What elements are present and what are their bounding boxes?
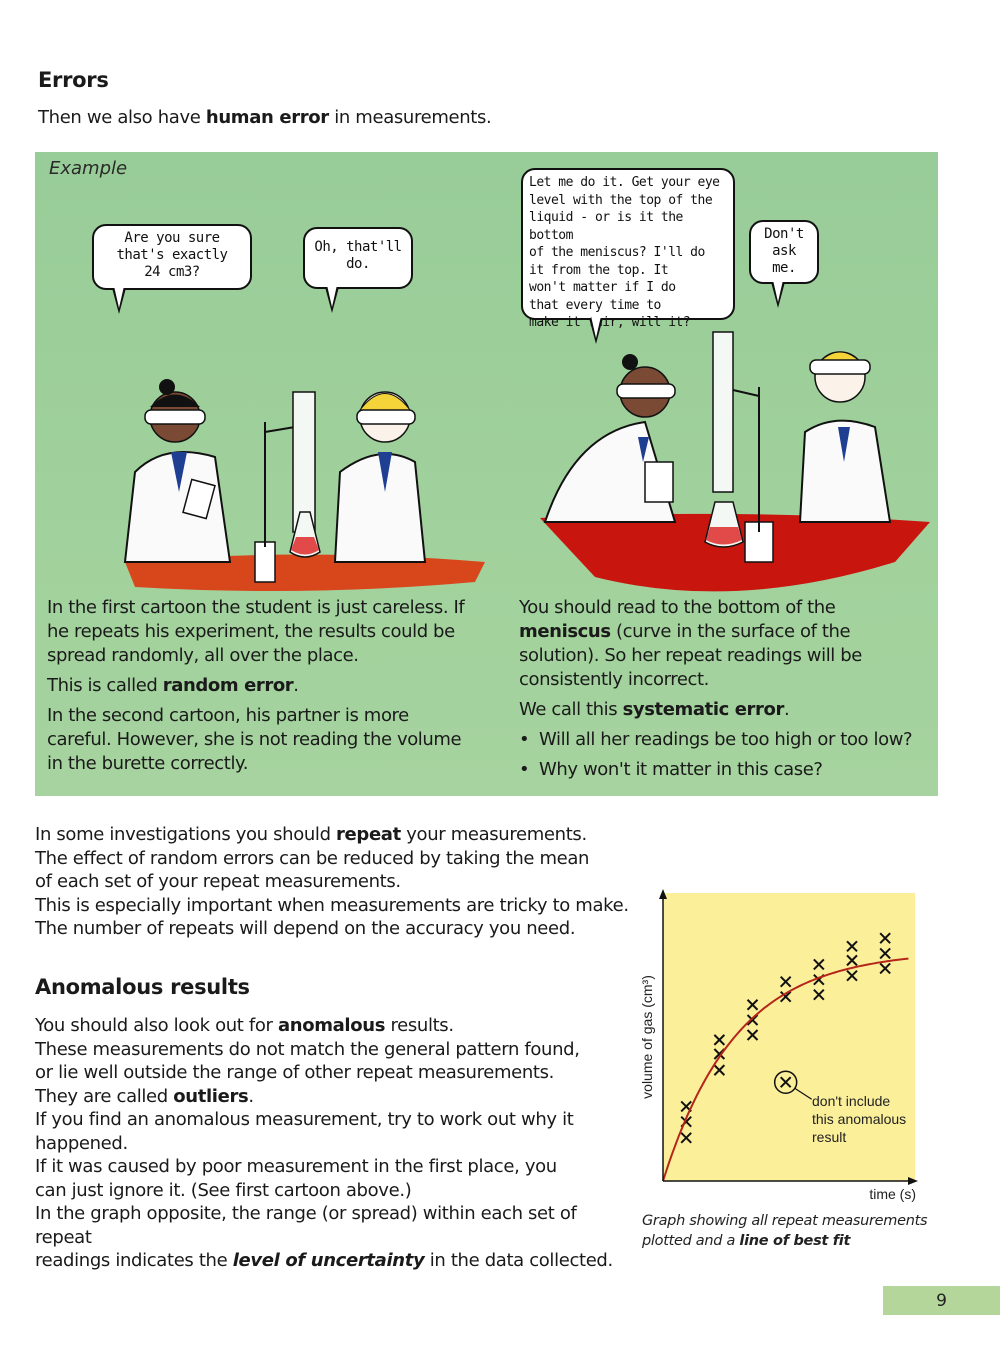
text: You should also look out for	[35, 1015, 278, 1036]
bubble-line: Don't	[764, 226, 804, 242]
meniscus-explanation	[519, 596, 929, 692]
bubble-tail	[771, 282, 785, 308]
bubble-line: liquid - or is it the bottom	[529, 210, 683, 243]
repeat-line: The number of repeats will depend on the accuracy you need.	[35, 918, 576, 939]
y-axis-label: volume of gas (cm³)	[639, 975, 655, 1099]
text: in the data collected.	[424, 1250, 613, 1271]
x-axis-label: time (s)	[869, 1186, 916, 1202]
annotation-line: this anomalous	[812, 1111, 907, 1127]
caption-text: Graph showing all repeat measurements plotted and a	[642, 1213, 928, 1249]
panel-right-text	[519, 596, 929, 782]
bubble-line: Are you sure	[124, 230, 220, 246]
meniscus-term: meniscus	[519, 621, 611, 642]
caption-emphasis: line of best fit	[739, 1233, 851, 1249]
bubble-line: 24 cm3?	[144, 264, 200, 280]
anomalous-line: If you find an anomalous measurement, try to work out why it	[35, 1109, 574, 1130]
random-error-term: random error	[162, 675, 294, 696]
bubble-line: Let me do it. Get your eye	[529, 175, 720, 190]
student-boy-figure	[800, 352, 890, 522]
text: .	[248, 1085, 254, 1107]
human-error-term: human error	[205, 107, 329, 128]
text: .	[783, 699, 790, 720]
repeat-line: The effect of random errors can be reduced by taking the mean	[35, 847, 590, 869]
annotation-line: result	[812, 1129, 847, 1145]
chart-background	[663, 893, 915, 1181]
repeat-line: of each set of your repeat measurements.	[35, 871, 401, 892]
random-error-explanation: In the first cartoon the student is just careless. If he repeats his experiment, the results could be spread randomly, all over the place.	[47, 597, 465, 666]
speech-bubble-girl-1	[92, 224, 252, 290]
bubble-line: Oh, that'll	[314, 239, 402, 255]
bubble-tail	[325, 287, 339, 313]
annotation-line: don't include	[812, 1093, 891, 1109]
bubble-line: do.	[346, 256, 370, 272]
text: your measurements.	[400, 824, 587, 845]
student-girl-figure	[125, 379, 230, 562]
bullet-text: Will all her readings be too high or too low?	[539, 729, 913, 750]
text: (curve in the surface of the solution). So her repeat readings will be consistently incorrect.	[519, 621, 862, 690]
repeat-line: This is especially important when measurements are tricky to make.	[35, 894, 629, 916]
uncertainty-term: level of uncertainty	[232, 1250, 425, 1271]
bubble-line: of the meniscus? I'll do	[529, 245, 705, 260]
student-boy-figure	[335, 392, 425, 562]
page-number	[883, 1286, 1000, 1315]
example-panel	[35, 152, 938, 796]
bubble-line: it from the top. It	[529, 262, 669, 278]
anomalous-line	[35, 1014, 615, 1038]
bullet-icon: •	[519, 759, 530, 780]
text: You should read to the bottom of the	[519, 597, 836, 618]
anomalous-line: can just ignore it. (See first cartoon above.)	[35, 1179, 412, 1201]
speech-bubble-girl-2	[521, 168, 735, 330]
outliers-term: outliers	[173, 1085, 249, 1107]
bubble-tail	[112, 288, 126, 314]
bullet-text: Why won't it matter in this case?	[539, 759, 823, 780]
panel-left-text	[47, 596, 477, 776]
anomalous-line	[35, 1085, 615, 1109]
anomalous-line: These measurements do not match the general pattern found,	[35, 1038, 580, 1060]
systematic-error-definition	[519, 698, 929, 722]
bullet-item	[519, 758, 929, 782]
bullet-icon: •	[519, 729, 530, 750]
text: We call this	[519, 699, 623, 720]
bubble-line: that every time to	[529, 297, 661, 313]
repeat-line	[35, 823, 645, 847]
errors-intro	[38, 106, 491, 130]
intro-text: Then we also have	[38, 107, 206, 128]
anomalous-term: anomalous	[277, 1015, 386, 1036]
repeat-term: repeat	[336, 824, 401, 845]
second-cartoon-explanation: In the second cartoon, his partner is more careful. However, she is not reading the volume in the burette correctly.	[47, 705, 462, 774]
bubble-tail	[589, 318, 603, 344]
anomalous-line: or lie well outside the range of other repeat measurements.	[35, 1062, 555, 1083]
anomalous-line	[35, 1249, 615, 1273]
page-number-text: 9	[936, 1290, 947, 1311]
gas-volume-chart	[620, 885, 940, 1205]
anomalous-line: happened.	[35, 1132, 128, 1154]
speech-bubble-boy-1	[303, 227, 413, 289]
text: results.	[385, 1015, 454, 1036]
bullet-item	[519, 728, 929, 752]
text: readings indicates the	[35, 1250, 233, 1271]
bubble-line: won't matter if I do	[529, 280, 676, 295]
cartoon-2-illustration	[535, 322, 935, 607]
repeat-section	[35, 823, 645, 941]
bubble-line: make it fair, will it?	[529, 315, 691, 330]
anomalous-line: If it was caused by poor measurement in the first place, you	[35, 1156, 557, 1177]
anomalous-section	[35, 1014, 615, 1273]
burette	[290, 392, 320, 557]
cartoon-1-illustration	[95, 362, 515, 592]
text: This is called	[47, 675, 163, 696]
anomalous-line: In the graph opposite, the range (or spread) within each set of repeat	[35, 1203, 577, 1248]
bubble-line: ask	[772, 243, 796, 259]
text: .	[293, 675, 299, 696]
bubble-line: that's exactly	[116, 247, 228, 263]
bubble-line: level with the top of the	[529, 192, 713, 208]
chart-caption	[642, 1211, 942, 1251]
anomalous-heading: Anomalous results	[35, 975, 250, 999]
text: They are called	[35, 1085, 174, 1107]
systematic-error-term: systematic error	[622, 699, 784, 720]
random-error-definition	[47, 674, 477, 698]
intro-text-end: in measurements.	[328, 107, 492, 128]
text: In some investigations you should	[35, 824, 337, 845]
speech-bubble-boy-2	[749, 220, 819, 284]
student-girl-figure	[545, 354, 675, 522]
errors-heading: Errors	[38, 68, 109, 92]
example-label: Example	[49, 158, 128, 179]
bubble-line: me.	[772, 260, 796, 276]
